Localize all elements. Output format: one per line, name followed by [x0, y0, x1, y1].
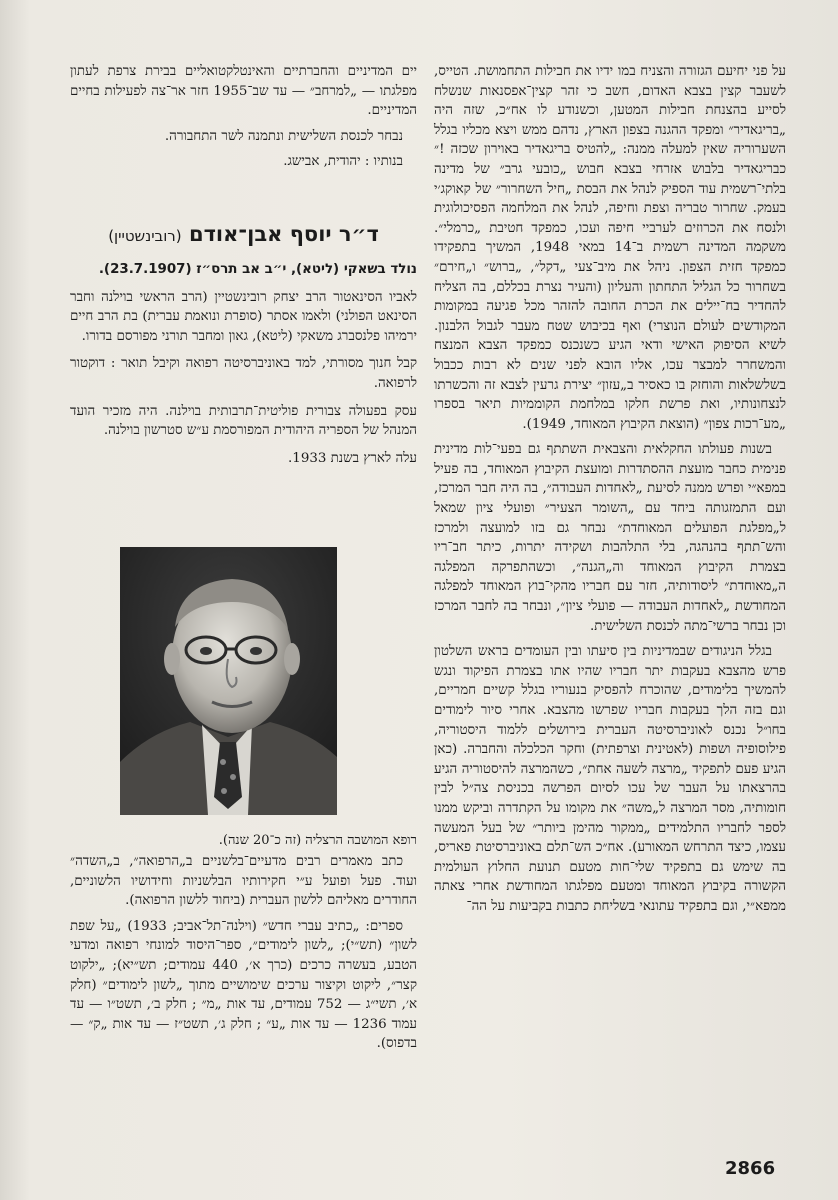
entry-body: [70, 260, 417, 476]
birth-line: נולד בשאקי (ליטא), י״ב אב תרס״ז (23.7.1907).: [98, 262, 417, 277]
paragraph: על פני יחיעם הגזורה והצניח במו ידיו את חבילות התחמושת. הטייס, לשעבר קצין בצבא האדום, חשב כי זהר קצין־אפסנאות שנשלח לסייע בהצנחת חבילות המטען, וכשנודע לו אח״כ, שזה היה „בריגאדיר״ ומפקד ההגנה בצפון הארץ, נדהם ממש ויצא מכליו בגלל השערוריה שאין למעלה ממנה: „להטיס בריגאדיר באוירון שכזה !״ כבריגאדיר בלבוש אזרחי בצבא חבוש „כובעי גרב״ של מדינה בלתי־רשמית עוד הספיק לנהל את הבסת „חיל השחרור״ של קאוקג׳י בעמק. שחרור טבריה וצפת וחיפה, לנהל את המלחמה הפסיכולוגית ולנסח את הכרוזים לערביי חיפה ועכו, כמפקד חטיבת „כרמלי״. משקמה המדינה רשמית ב־14 במאי 1948, המשיך בתפקידו כמפקד חזית הצפון. ניהל את מיב־צעי „דקל״, „ברוש״ ו„חירם״ בשחרור כל הגליל התחתון והעליון (והעיר נצרת בכללם, בה הצליח להחדיר בח־יילים את הכרת החובה להזהר מכל פגיעה במקומות המקודשים לעולם הנוצרי) ואף בכיבוש שטח מעבר לגבול הלבנון. לשיא הסיפוק האישי ודאי הגיע כשנכנס כמפקד הצבא המנצח והמשחרר למבצר עכו, אליו הובא לפני שנים לא רבות ככבול בשלשלאות והוחזק בו כאסיר ב„עזון״ יצירת גרעין לצבא זה והכשרתו לנצחונותיו, ואת פרשת חלקו במלחמת הקוממיות תיאר בספרו „מע־רכות צפון״ (הוצאת הקיבוץ המאוחד, 1949).: [434, 64, 786, 432]
paragraph: עסק בפעולה צבורית פוליטית־תרבותית בוילנה. היה מזכיר הועד המנהל של הספריה היהודית המפורסמת ע״ש סטרשון בוילנה.: [70, 403, 417, 439]
paragraph: בנותיו : יהודית, אבישג.: [283, 154, 403, 170]
paragraph: יים המדיניים והחברתיים והאינטלקטואליים בבירת צרפת לעתון מפלגתו — „למרחב״ — עד שב־1955 חזר אר־צה לפעילות בחיים המדיניים.: [70, 64, 417, 119]
paragraph: קבל חנוך מסורתי, למד באוניברסיטה רפואה וקיבל תואר : דוקטור לרפואה.: [70, 356, 417, 391]
paragraph: נבחר לכנסת השלישית ונתמנה לשר התחבורה.: [164, 128, 403, 144]
left-column-bottom: [70, 852, 417, 1060]
right-column: [434, 62, 786, 923]
page-number: 2866: [725, 1158, 776, 1179]
paragraph: לאביו הסינאטור הרב יצחק רובינשטיין (הרב הראשי בוילנה וחבר הסינאט הפולני) ולאמו אסתר (סופרת ונואמת עברית) בת הרב חיים ירמיהו פלנסברג משאקי (ליטא), גאון ומחבר תורני מפורסם בדורו.: [70, 289, 417, 344]
paragraph: בגלל הניגודים שבמדיניות בין סיעתו ובין העומדים בראש השלטון פרש מהצבא בעקבות יתר חבריו שהיו אתו בצמרת הפיקוד ונגש להמשיך בלימודים, שהוכרח להפסיק בנעוריו בגלל קשיים חמריים, וגם בזה הלך בעקבות חבריו שפרשו מהצבא. אחרי סיור לימודים בחו״ל נכנס לאוניברסיטה העברית בירושלים ללמוד היסטוריה, פילוסופיה ושפות (לאטינית וצרפתית) וחקר הכלכלה והחברה. (כאן הגיע פעם לתפקיד „מרצה לשעה אחת״, כשהמרצה להיסטוריה הגיע בהרצאתו על העבר של עכו לסיום הפרשה בכניסת צה״ל לבין חומותיה, מסר המרצה ל„משה״ את מקומו על הקתדרה וביקש ממנו לספר לחבריו התלמידים „ממקור מהימן ביותר״ של בעל המעשה עצמו, כיצד התרחש המאורע). אח״כ הש־תלם באוניברסיטת פאריס, בה שימש גם בתפקיד שלי־חות מטעם תנועת החלוץ העולמית הקשורה בקיבוץ המאוחד ומטעם מפלגתו המחודשת אחרי צאתה ממפא״י, וגם בתפקיד עתונאי בשליחת כתבות בקביעות על הה־: [434, 644, 786, 914]
paragraph: בשנות פעולתו החקלאית והצבאית השתתף גם בפעי־לות מדינית פנימית כחבר מועצת ההסתדרות ומועצת הקיבוץ המאוחד, בה פעיל במפא״י ופרש ממנה לסיעת „לאחדות העבודה״, בה היה חבר המרכז, ועם התמזגותה ביחד עם „השומר הצעיר״ ופועלי ציון שמאל ל„מפלגת הפועלים המאוחדת״ נבחר גם בזו למועצה ולמרכז והש־תתף בהנהגה, בלי התלהבות ושקידה יתרות, כיתר חב־ריו בצמרת הקיבוץ המאוחד וה„הגנה״, וכשהתפרקה המפלגה ה„מאוחדת״ ליסודותיה, חזר עם חבריו מהקי־בוץ המאוחד למפלגה המחודשת „לאחדות העבודה — פועלי ציון״, ונבחר בה לחבר המרכז וכן נבחר ברשי־מתה לכנסת השלישית.: [434, 442, 786, 634]
left-column-top: [70, 62, 417, 178]
portrait-photo: [120, 547, 337, 815]
paragraph: כתב מאמרים רבים מדעיים־בלשניים ב„הרפואה״, ב„השדה״ ועוד. פעל ופועל ע״י חקירותיו הבלשניות וחידושיו הלשוניים, החודרים מאליהם ללשון העברית (ביחוד ללשון הרפואה).: [70, 854, 417, 909]
paragraph: ספרים: „כתיב עברי חדש״ (וילנה־תל־אביב; 1933) „על שפת לשון״ (תש״י); „לשון לימודים״, ספר־היסוד למונחי רפואה ומדעי הטבע, בעשרה כרכים (כרך א׳, 440 עמודים; תש״יא); „ילקוט קצר״, ליקוט וקיצור ערכים שימושיים מתוך „לשון לימודים״ (חלק א׳, תשי״ג — 752 עמודים, עד אות „מ״ ; חלק ב׳, תשט״ו — עד עמוד 1236 — עד אות „ע״ ; חלק ג׳, תשט״ז — עד אות „ק״ — בדפוס).: [70, 918, 417, 1052]
portrait-image: [120, 547, 337, 815]
paragraph: עלה לארץ בשנת 1933.: [288, 450, 417, 466]
entry-title: [70, 222, 417, 246]
photo-caption: רופא המושבה הרצליה (זה כ־20 שנה).: [218, 833, 417, 848]
entry-name: ד״ר יוסף אבן־אודם: [188, 222, 379, 246]
entry-name-original: (רובינשטיין): [108, 227, 182, 245]
